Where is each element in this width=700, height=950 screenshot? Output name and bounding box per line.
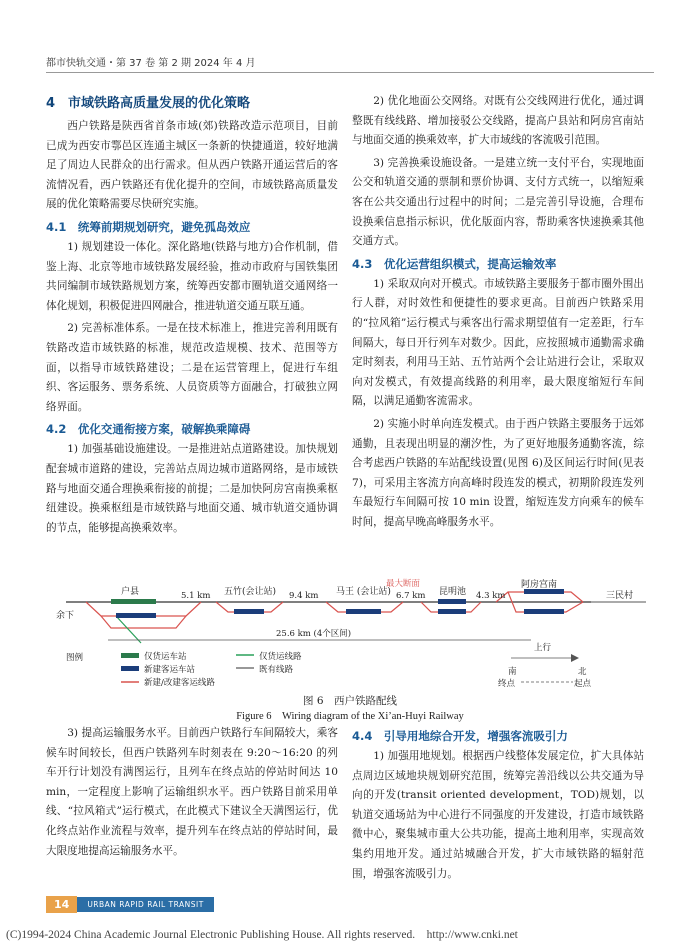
direction-north: 北 (578, 667, 587, 677)
journal-name-en: URBAN RAPID RAIL TRANSIT (77, 897, 214, 912)
station-label: 五竹(会让站) (224, 587, 277, 597)
station-label: 三民村 (606, 591, 634, 601)
figure-caption-en: Figure 6 Wiring diagram of the Xi’an-Huyi Railway (236, 711, 464, 722)
journal-header: 都市快轨交通・第 37 卷 第 2 期 2024 年 4 月 (46, 58, 256, 69)
left-column-top (46, 92, 338, 541)
paragraph: 1) 规划建设一体化。深化路地(铁路与地方)合作机制，借鉴上海、北京等地市域铁路发展经验，推动市政府与国铁集团共同编制市域铁路规划方案，统筹西安都市圈轨道交通网络一体化规划，积极促进四网融合，推进轨道交通互联互通。 (46, 240, 338, 312)
subsection-4-1-title: 4.1 统筹前期规划研究，避免孤岛效应 (46, 219, 251, 234)
paragraph: 2) 优化地面公交网络。对既有公交线网进行优化，通过调整既有线线路、增加接驳公交线路，提高户县站和阿房宫南站与地面交通的换乘效率，扩大市域线的客流吸引范围。 (352, 95, 644, 147)
subsection-4-3-title: 4.3 优化运营组织模式，提高运输效率 (352, 256, 557, 271)
subsection-4-4-title: 4.4 引导用地综合开发，增强客流吸引力 (352, 729, 568, 743)
station-bar-huxian-freight (111, 599, 156, 604)
legend-label: 新建/改建客运线路 (144, 678, 215, 688)
distance-label: 6.7 km (396, 591, 426, 601)
station-bar-huxian (116, 613, 156, 618)
header-rule (46, 72, 654, 73)
paragraph: 1) 加强用地规划。根据西户线整体发展定位，扩大具体站点周边区域地块规划研究范围，统筹完善沿线以公共交通为导向的开发(transit oriented development，TOD)规划，以轨道交通场站为中心进行不同强度的开发建设，打造市域铁路微中心，聚集城市重大公共功能，提高土地利用率，实现高效集约用地开发。通过站城融合开发，扩大市域铁路的辐射范围，增强客流吸引力。 (352, 750, 644, 880)
paragraph: 3) 完善换乘设施设备。一是建立统一支付平台，实现地面公交和轨道交通的票制和票价协调、支付方式统一，以缩短乘客在公共交通出行过程中的时间；二是完善引导设施，合理布设换乘信息指示标识，优化版面内容，帮助乘客快速换乘其他交通方式。 (352, 156, 644, 248)
station-bar-kunmingchi-2 (438, 609, 466, 614)
intro-paragraph: 西户铁路是陕西省首条市域(郊)铁路改造示范项目，目前已成为西安市鄠邑区连通主城区一条新的快捷通道，较好地满足了周边人民群众的出行需求。但从西户铁路开通运营后的客流情况看，西户铁路还有优化提升的空间，市域铁路高质量发展的优化策略需要尽快研究实施。 (46, 120, 338, 211)
legend-label: 仅货运车站 (144, 652, 187, 662)
direction-south: 南 (508, 667, 517, 677)
station-bar-afanggong-2 (524, 609, 564, 614)
section-title: 4 市域铁路高质量发展的优化策略 (46, 96, 251, 111)
left-column-bottom (46, 724, 338, 864)
distance-label: 9.4 km (289, 591, 319, 601)
direction-arrow-head (571, 654, 579, 662)
station-label: 余下 (56, 611, 75, 621)
right-column-bottom (352, 724, 644, 887)
figure-caption-cn: 图 6 西户铁路配线 (302, 695, 398, 707)
direction-up-label: 上行 (534, 643, 552, 653)
station-label: 阿房宫南 (521, 580, 558, 590)
station-label: 马王 (会让站) (336, 587, 391, 597)
station-bar-kunmingchi (438, 599, 466, 604)
distance-label: 5.1 km (181, 591, 211, 601)
station-label: 户县 (121, 587, 140, 597)
paragraph: 1) 采取双向对开模式。市域铁路主要服务于都市圈外围出行人群，对时效性和便捷性的要求更高。目前西户铁路采用的“拉风箱”运行模式与乘客出行需求期望值有一定差距，行车间隔大，每日开行列车对数少。因此，应按照城市通勤需求确定时刻表，利用马王站、五竹站两个会让站进行会让，采取双向对发模式，有效提高线路的利用率，最大限度缩短行车间隔，以满足通勤客流需求。 (352, 277, 644, 408)
paragraph: 2) 完善标准体系。一是在技术标准上，推进完善利用既有铁路改造市域铁路的标准，规范改造规模、技术、范围等方面，以指导市域铁路建设；二是在运营管理上，促进行车组织、客运服务、票务系统、人员资质等方面融合，打破独立网络界面。 (46, 322, 338, 413)
paragraph: 2) 实施小时单向连发模式。由于西户铁路主要服务于远郊通勤，且表现出明显的潮汐性，为了更好地服务通勤客流，综合考虑西户铁路的车站配线设置(见图 6)及区间运行时间(见表 7)，可采用主客流方向高峰时段连发的模式，初期阶段连发列车最短行车间隔可按 10 min 设置，缩短连发方向乘车的候车时间，提高早晚高峰服务水平。 (352, 417, 644, 528)
direction-start: 起点 (574, 679, 592, 689)
legend-swatch-freight (121, 653, 139, 658)
station-label: 昆明池 (439, 587, 467, 597)
page-footer (46, 896, 214, 913)
direction-end: 终点 (498, 679, 516, 689)
copyright-line: (C)1994-2024 China Academic Journal Electronic Publishing House. All rights reserved. http://www.cnki.net (6, 929, 518, 941)
legend-swatch-passenger (121, 666, 139, 671)
right-column-top (352, 92, 644, 535)
total-distance-label: 25.6 km (4个区间) (276, 629, 352, 639)
max-section-label: 最大断面 (386, 579, 421, 589)
station-bar-wuzhu (234, 609, 264, 614)
page-number: 14 (46, 896, 77, 913)
subsection-4-2-title: 4.2 优化交通衔接方案，破解换乘障碍 (46, 422, 251, 437)
paragraph: 3) 提高运输服务水平。目前西户铁路行车间隔较大，乘客候车时间较长，但西户铁路列车时刻表在 9:20～16:20 的列车开行计划没有满图运行，且列车在终点站的停站时间达 10 min，一定程度上影响了运输组织水平。西户铁路目前采用单线、“拉风箱式”运行模式，在此模式下建议全天满图运行，优化终点站作业流程与效率，提升列车在终点站的停站时间，最大限度地提高运输服务水平。 (46, 727, 338, 857)
freight-branch (116, 616, 141, 643)
station-bar-mawang (346, 609, 381, 614)
legend-label: 新建客运车站 (144, 665, 196, 675)
legend-title: 图例 (66, 653, 84, 663)
paragraph: 1) 加强基础设施建设。一是推进站点道路建设。加快规划配套城市道路的建设，完善站点周边城市道路网络，是市域铁路与地面交通合理换乘衔接的前提；二是加快阿房宫南换乘枢纽建设。换乘枢纽是市域铁路与地面交通、城市轨道交通协调的节点，能够提高换乘效率。 (46, 443, 338, 534)
legend-label: 仅货运线路 (259, 652, 302, 662)
distance-label: 4.3 km (476, 591, 506, 601)
legend-label: 既有线路 (259, 665, 294, 675)
